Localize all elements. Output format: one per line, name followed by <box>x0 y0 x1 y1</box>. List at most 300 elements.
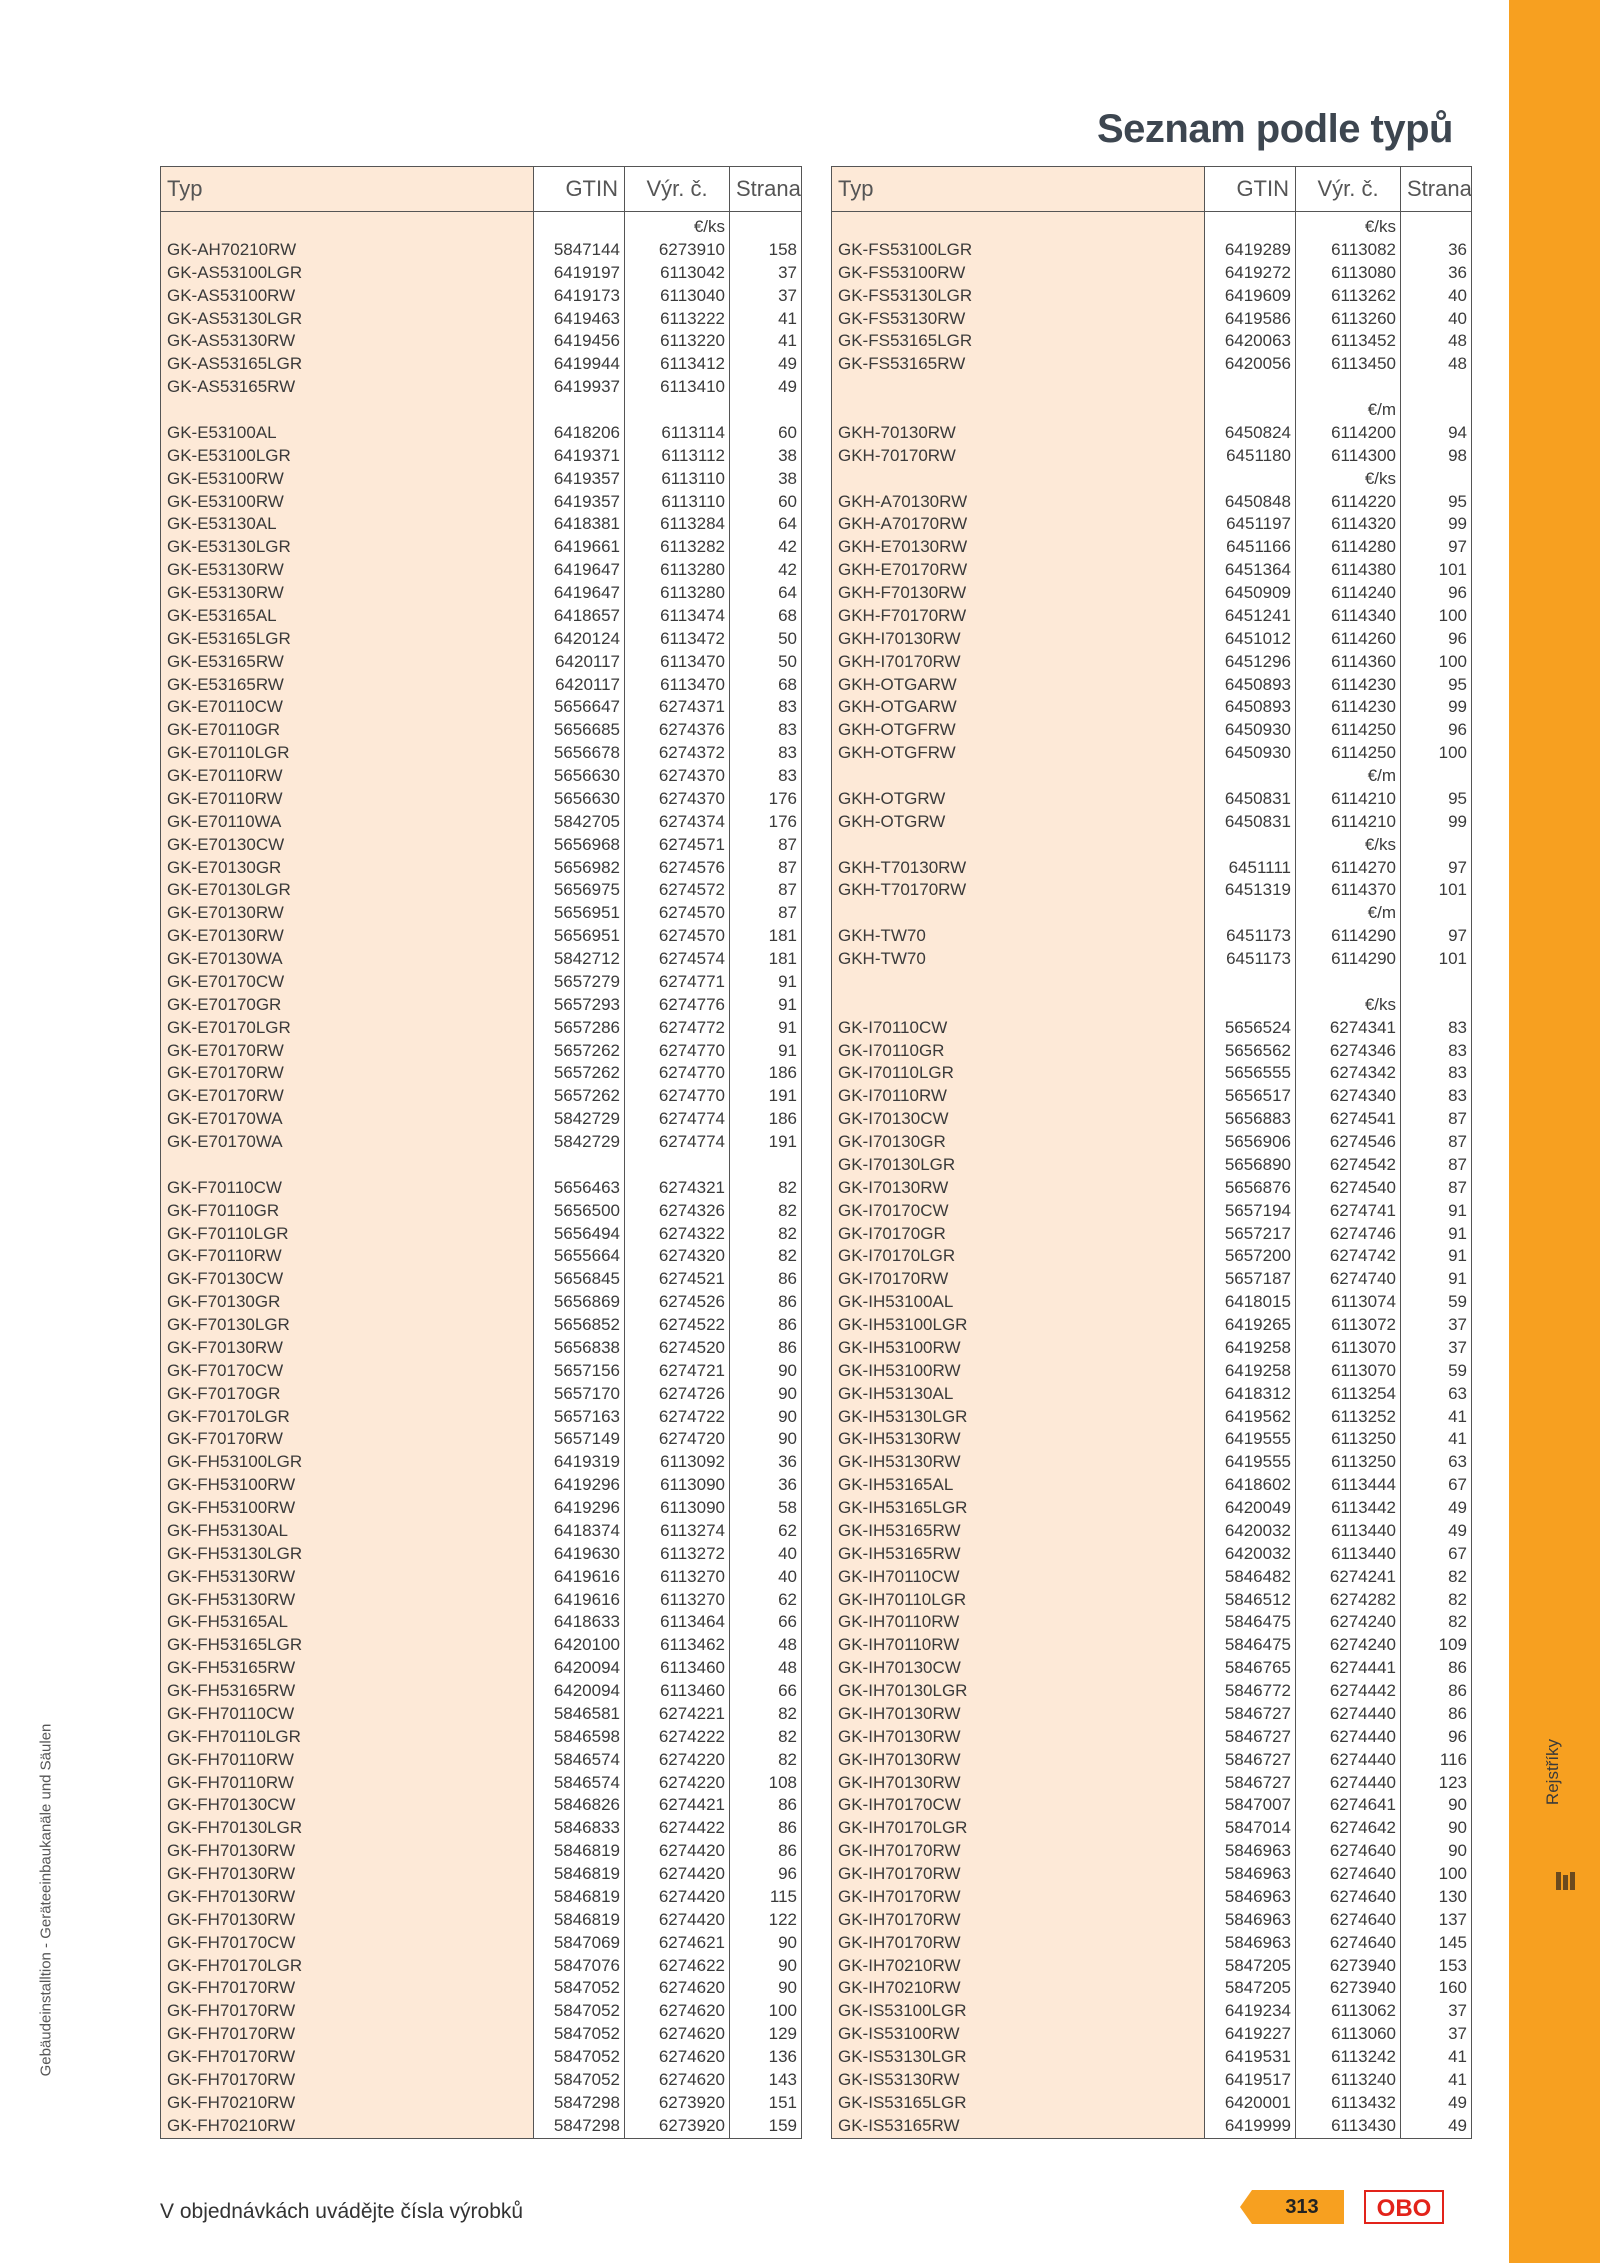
table-row <box>832 1840 1472 1863</box>
cell-typ: GK-F70110GR <box>161 1200 534 1223</box>
cell-vyr-c: 6113440 <box>1296 1543 1401 1566</box>
cell-vyr-c: 6114380 <box>1296 559 1401 582</box>
header-gtin: GTIN <box>534 167 625 212</box>
table-row <box>161 1657 802 1680</box>
table-row <box>161 1634 802 1657</box>
cell-typ: GK-AS53165RW <box>161 376 534 399</box>
table-row <box>161 1406 802 1429</box>
cell-vyr-c: 6113430 <box>1296 2115 1401 2138</box>
table-row <box>161 834 802 857</box>
cell-typ: GK-FH53130RW <box>161 1589 534 1612</box>
cell-vyr-c: 6114230 <box>1296 696 1401 719</box>
cell-typ: GK-AS53130RW <box>161 330 534 353</box>
cell-gtin <box>1205 212 1296 239</box>
cell-vyr-c: 6113220 <box>625 330 730 353</box>
cell-strana: 48 <box>778 1635 797 1655</box>
cell-gtin: 6450893 <box>1205 696 1296 719</box>
table-row <box>832 1977 1472 2000</box>
cell-vyr-c: 6274522 <box>625 1314 730 1337</box>
cell-typ: GK-FH53100RW <box>161 1497 534 1520</box>
cell-strana: 82 <box>778 1223 797 1243</box>
cell-typ: GK-FH70110RW <box>161 1772 534 1795</box>
table-row <box>832 1177 1472 1200</box>
cell-vyr-c: 6274741 <box>1296 1200 1401 1223</box>
table-row <box>832 468 1472 491</box>
cell-gtin: 6451319 <box>1205 879 1296 902</box>
cell-gtin: 5846482 <box>1205 1566 1296 1589</box>
cell-vyr-c: €/m <box>1296 399 1401 422</box>
cell-strana: 176 <box>768 811 797 831</box>
cell-vyr-c: 6274320 <box>625 1245 730 1268</box>
cell-gtin: 5656647 <box>534 696 625 719</box>
cell-strana: 96 <box>1448 1726 1467 1746</box>
table-row <box>161 1474 802 1497</box>
cell-strana: 82 <box>778 1726 797 1746</box>
cell-strana <box>1401 971 1472 994</box>
cell-vyr-c: €/ks <box>1296 994 1401 1017</box>
table-row <box>832 651 1472 674</box>
cell-gtin: 5657262 <box>534 1085 625 1108</box>
cell-gtin: 5657293 <box>534 994 625 1017</box>
cell-typ <box>832 212 1205 239</box>
table-row <box>832 696 1472 719</box>
cell-strana <box>1401 834 1472 857</box>
cell-vyr-c: 6113410 <box>625 376 730 399</box>
type-index-table-left <box>160 166 802 2139</box>
cell-typ: GK-IH70110RW <box>832 1634 1205 1657</box>
cell-vyr-c: 6274420 <box>625 1909 730 1932</box>
cell-gtin: 6419258 <box>1205 1337 1296 1360</box>
cell-vyr-c: 6274371 <box>625 696 730 719</box>
cell-vyr-c <box>1296 376 1401 399</box>
cell-typ: GK-E70110GR <box>161 719 534 742</box>
table-row <box>161 262 802 285</box>
table-row <box>832 513 1472 536</box>
cell-vyr-c: 6113040 <box>625 285 730 308</box>
cell-vyr-c: 6113074 <box>1296 1291 1401 1314</box>
cell-gtin: 6419661 <box>534 536 625 559</box>
table-row <box>161 1040 802 1063</box>
cell-vyr-c: 6113092 <box>625 1451 730 1474</box>
table-row <box>832 971 1472 994</box>
cell-strana: 63 <box>1448 1383 1467 1403</box>
cell-strana: 191 <box>768 1086 797 1106</box>
cell-vyr-c: 6113242 <box>1296 2046 1401 2069</box>
cell-strana: 100 <box>1438 605 1467 625</box>
cell-vyr-c: 6274240 <box>1296 1611 1401 1634</box>
cell-gtin: 5847298 <box>534 2115 625 2138</box>
cell-vyr-c: 6113472 <box>625 628 730 651</box>
cell-gtin: 5847014 <box>1205 1817 1296 1840</box>
table-row <box>832 742 1472 765</box>
cell-gtin: 5847069 <box>534 1932 625 1955</box>
cell-strana: 176 <box>768 788 797 808</box>
cell-strana: 100 <box>1438 743 1467 763</box>
cell-strana: 91 <box>1448 1223 1467 1243</box>
table-row <box>161 1817 802 1840</box>
cell-strana: 91 <box>1448 1269 1467 1289</box>
cell-typ: GK-I70170CW <box>832 1200 1205 1223</box>
cell-strana: 48 <box>1448 331 1467 351</box>
cell-gtin: 5842729 <box>534 1108 625 1131</box>
cell-vyr-c: 6113062 <box>1296 2000 1401 2023</box>
table-row <box>832 1451 1472 1474</box>
cell-vyr-c: €/ks <box>1296 468 1401 491</box>
cell-vyr-c: 6274220 <box>625 1749 730 1772</box>
table-row <box>161 2046 802 2069</box>
cell-strana: 49 <box>778 354 797 374</box>
table-row <box>161 1886 802 1909</box>
table-row <box>161 788 802 811</box>
cell-vyr-c: 6274521 <box>625 1268 730 1291</box>
cell-typ: GK-IH53100LGR <box>832 1314 1205 1337</box>
table-row <box>832 262 1472 285</box>
cell-strana: 82 <box>1448 1589 1467 1609</box>
table-row <box>161 719 802 742</box>
cell-strana: 90 <box>778 1978 797 1998</box>
cell-strana: 49 <box>1448 1498 1467 1517</box>
cell-typ: GK-FH53165RW <box>161 1680 534 1703</box>
cell-strana: 60 <box>778 491 797 511</box>
cell-vyr-c: 6113060 <box>1296 2023 1401 2046</box>
cell-gtin <box>1205 376 1296 399</box>
table-row <box>161 696 802 719</box>
cell-vyr-c: €/m <box>1296 765 1401 788</box>
cell-vyr-c: 6274322 <box>625 1223 730 1246</box>
cell-strana: 100 <box>1438 1864 1467 1883</box>
cell-vyr-c: 6274726 <box>625 1383 730 1406</box>
cell-gtin: 6419609 <box>1205 285 1296 308</box>
cell-strana: 59 <box>1448 1360 1467 1380</box>
cell-gtin: 6420032 <box>1205 1520 1296 1543</box>
cell-gtin: 6418374 <box>534 1520 625 1543</box>
cell-gtin: 6451166 <box>1205 536 1296 559</box>
cell-strana: 160 <box>1438 1978 1467 1998</box>
cell-vyr-c: 6274541 <box>1296 1108 1401 1131</box>
cell-typ: GK-E70170LGR <box>161 1017 534 1040</box>
cell-typ <box>832 468 1205 491</box>
cell-vyr-c: 6114280 <box>1296 536 1401 559</box>
cell-typ <box>832 765 1205 788</box>
cell-typ: GK-FH70170LGR <box>161 1955 534 1978</box>
cell-typ: GK-IH70110CW <box>832 1566 1205 1589</box>
cell-gtin: 6450831 <box>1205 788 1296 811</box>
table-row <box>161 674 802 697</box>
cell-gtin: 6450893 <box>1205 674 1296 697</box>
cell-vyr-c: 6273940 <box>1296 1977 1401 2000</box>
cell-typ: GK-E53100AL <box>161 422 534 445</box>
cell-strana: 42 <box>778 537 797 557</box>
cell-vyr-c: 6113442 <box>1296 1497 1401 1520</box>
cell-vyr-c: 6113082 <box>1296 239 1401 262</box>
table-row <box>161 2069 802 2092</box>
cell-gtin: 5847052 <box>534 2023 625 2046</box>
cell-strana: 101 <box>1438 880 1467 900</box>
cell-vyr-c: 6274370 <box>625 788 730 811</box>
cell-strana: 58 <box>778 1498 797 1517</box>
table-row <box>161 1451 802 1474</box>
cell-strana: 86 <box>1448 1681 1467 1700</box>
cell-strana: 86 <box>1448 1658 1467 1678</box>
cell-vyr-c: 6113464 <box>625 1611 730 1634</box>
cell-typ: GK-FH70170CW <box>161 1932 534 1955</box>
cell-typ: GK-I70130CW <box>832 1108 1205 1131</box>
cell-typ: GK-F70170LGR <box>161 1406 534 1429</box>
cell-typ <box>832 399 1205 422</box>
cell-strana: 101 <box>1438 560 1467 580</box>
cell-strana: 86 <box>778 1337 797 1357</box>
cell-typ: GK-E70130LGR <box>161 879 534 902</box>
cell-vyr-c: 6274420 <box>625 1886 730 1909</box>
cell-typ: GK-IS53100RW <box>832 2023 1205 2046</box>
footer-note: V objednávkách uvádějte čísla výrobků <box>160 2200 524 2223</box>
cell-typ: GK-IS53130LGR <box>832 2046 1205 2069</box>
cell-strana: 62 <box>778 1589 797 1609</box>
cell-gtin: 5656845 <box>534 1268 625 1291</box>
cell-gtin: 5657279 <box>534 971 625 994</box>
cell-typ: GK-I70130RW <box>832 1177 1205 1200</box>
cell-gtin: 5656838 <box>534 1337 625 1360</box>
cell-strana <box>1401 765 1472 788</box>
cell-vyr-c: 6113262 <box>1296 285 1401 308</box>
cell-vyr-c: 6113460 <box>625 1657 730 1680</box>
cell-gtin: 5847205 <box>1205 1955 1296 1978</box>
cell-vyr-c: 6274620 <box>625 2069 730 2092</box>
table-row <box>161 399 802 422</box>
cell-strana: 115 <box>769 1886 797 1906</box>
cell-gtin: 5846727 <box>1205 1749 1296 1772</box>
cell-gtin: 5656630 <box>534 765 625 788</box>
cell-vyr-c: 6113460 <box>625 1680 730 1703</box>
cell-vyr-c: 6274770 <box>625 1040 730 1063</box>
cell-gtin: 6419357 <box>534 468 625 491</box>
cell-typ: GK-E53130LGR <box>161 536 534 559</box>
cell-gtin: 5657170 <box>534 1383 625 1406</box>
cell-gtin: 5846727 <box>1205 1703 1296 1726</box>
cell-gtin: 6419555 <box>1205 1451 1296 1474</box>
table-row <box>161 628 802 651</box>
cell-gtin: 6419197 <box>534 262 625 285</box>
cell-strana: 38 <box>778 445 797 465</box>
cell-typ: GK-FH70170RW <box>161 2046 534 2069</box>
cell-strana: 145 <box>1438 1932 1467 1952</box>
cell-gtin: 5846819 <box>534 1863 625 1886</box>
cell-typ: GK-I70110CW <box>832 1017 1205 1040</box>
cell-strana: 91 <box>778 1017 797 1037</box>
cell-vyr-c <box>625 399 730 422</box>
cell-strana: 82 <box>1448 1566 1467 1586</box>
cell-vyr-c: 6274620 <box>625 2023 730 2046</box>
cell-strana: 37 <box>1448 1337 1467 1357</box>
cell-strana: 109 <box>1438 1635 1467 1655</box>
table-row <box>161 2115 802 2138</box>
header-typ: Typ <box>161 167 534 212</box>
cell-gtin: 6451173 <box>1205 925 1296 948</box>
cell-strana: 50 <box>778 651 797 671</box>
table-row <box>161 1177 802 1200</box>
cell-strana: 96 <box>778 1864 797 1883</box>
cell-gtin: 6420056 <box>1205 353 1296 376</box>
cell-vyr-c: 6274422 <box>625 1817 730 1840</box>
cell-gtin <box>1205 399 1296 422</box>
cell-typ: GK-FH53100LGR <box>161 1451 534 1474</box>
cell-typ: GK-AH70210RW <box>161 239 534 262</box>
table-row <box>832 1566 1472 1589</box>
cell-gtin: 5656876 <box>1205 1177 1296 1200</box>
table-row <box>832 1131 1472 1154</box>
table-row <box>832 1955 1472 1978</box>
cell-gtin: 6419258 <box>1205 1360 1296 1383</box>
cell-typ: GKH-OTGARW <box>832 696 1205 719</box>
cell-strana: 49 <box>778 377 797 397</box>
cell-gtin: 5656494 <box>534 1223 625 1246</box>
cell-typ <box>832 834 1205 857</box>
cell-typ: GK-E70110LGR <box>161 742 534 765</box>
cell-gtin: 5657187 <box>1205 1268 1296 1291</box>
cell-typ: GK-FH70170RW <box>161 1977 534 2000</box>
cell-strana: 122 <box>768 1909 797 1929</box>
cell-gtin: 6419265 <box>1205 1314 1296 1337</box>
table-row <box>161 605 802 628</box>
cell-vyr-c: 6273920 <box>625 2092 730 2115</box>
cell-typ: GK-IH70170RW <box>832 1840 1205 1863</box>
table-row <box>161 1497 802 1520</box>
cell-vyr-c: 6274640 <box>1296 1932 1401 1955</box>
table-row <box>832 1794 1472 1817</box>
table-row <box>832 2115 1472 2138</box>
cell-vyr-c: 6113452 <box>1296 330 1401 353</box>
cell-gtin: 5656883 <box>1205 1108 1296 1131</box>
header-strana: Strana <box>1401 167 1472 212</box>
cell-typ <box>161 399 534 422</box>
cell-gtin: 6451111 <box>1205 857 1296 880</box>
cell-strana: 82 <box>778 1703 797 1723</box>
cell-vyr-c <box>1296 971 1401 994</box>
cell-typ: GK-I70170LGR <box>832 1245 1205 1268</box>
cell-typ: GK-IH70170CW <box>832 1794 1205 1817</box>
cell-vyr-c: 6114240 <box>1296 582 1401 605</box>
cell-typ <box>832 971 1205 994</box>
cell-gtin: 5656951 <box>534 902 625 925</box>
cell-strana: 96 <box>1448 628 1467 648</box>
cell-strana: 97 <box>1448 857 1467 877</box>
cell-vyr-c: 6274370 <box>625 765 730 788</box>
cell-vyr-c: 6274546 <box>1296 1131 1401 1154</box>
cell-gtin <box>534 399 625 422</box>
cell-typ: GK-FH70130RW <box>161 1909 534 1932</box>
cell-typ <box>832 902 1205 925</box>
cell-typ: GK-IH70130RW <box>832 1772 1205 1795</box>
cell-strana: 99 <box>1448 697 1467 717</box>
cell-gtin: 5846963 <box>1205 1932 1296 1955</box>
cell-gtin: 5846475 <box>1205 1611 1296 1634</box>
cell-vyr-c: 6274440 <box>1296 1703 1401 1726</box>
cell-strana: 95 <box>1448 674 1467 694</box>
cell-vyr-c: 6113254 <box>1296 1383 1401 1406</box>
table-row <box>161 2000 802 2023</box>
table-row <box>161 445 802 468</box>
cell-strana: 94 <box>1448 422 1467 442</box>
cell-typ: GK-E70130CW <box>161 834 534 857</box>
cell-gtin: 6419357 <box>534 491 625 514</box>
cell-gtin: 6419586 <box>1205 308 1296 331</box>
table-header-row <box>832 167 1472 212</box>
cell-vyr-c: 6274776 <box>625 994 730 1017</box>
table-row <box>832 1108 1472 1131</box>
table-row <box>161 1909 802 1932</box>
cell-vyr-c: 6274774 <box>625 1108 730 1131</box>
table-row <box>832 1497 1472 1520</box>
cell-vyr-c: 6113284 <box>625 513 730 536</box>
cell-typ: GK-FH53130LGR <box>161 1543 534 1566</box>
cell-vyr-c: 6113114 <box>625 422 730 445</box>
cell-gtin: 6450848 <box>1205 491 1296 514</box>
table-row <box>161 1726 802 1749</box>
cell-vyr-c: 6274526 <box>625 1291 730 1314</box>
table-row <box>832 1428 1472 1451</box>
cell-typ: GK-E70110RW <box>161 765 534 788</box>
cell-strana <box>1401 376 1472 399</box>
cell-gtin: 5847076 <box>534 1955 625 1978</box>
cell-typ: GK-IH70110RW <box>832 1611 1205 1634</box>
cell-typ: GK-F70110CW <box>161 1177 534 1200</box>
cell-typ: GK-F70130LGR <box>161 1314 534 1337</box>
cell-vyr-c: 6113272 <box>625 1543 730 1566</box>
cell-typ: GK-FS53130RW <box>832 308 1205 331</box>
cell-gtin: 5656555 <box>1205 1062 1296 1085</box>
cell-vyr-c: 6113280 <box>625 582 730 605</box>
cell-vyr-c: 6113450 <box>1296 353 1401 376</box>
cell-strana: 40 <box>778 1543 797 1563</box>
cell-typ: GK-FH70170RW <box>161 2000 534 2023</box>
cell-gtin: 6419289 <box>1205 239 1296 262</box>
cell-gtin: 5846581 <box>534 1703 625 1726</box>
cell-strana: 96 <box>1448 720 1467 740</box>
cell-strana: 40 <box>1448 285 1467 305</box>
cell-vyr-c: €/ks <box>1296 834 1401 857</box>
cell-vyr-c: 6274340 <box>1296 1085 1401 1108</box>
cell-gtin: 6419227 <box>1205 2023 1296 2046</box>
cell-typ: GK-FH70130CW <box>161 1794 534 1817</box>
cell-strana: 90 <box>778 1406 797 1426</box>
cell-strana: 36 <box>1448 239 1467 259</box>
cell-typ: GK-IH53165AL <box>832 1474 1205 1497</box>
cell-vyr-c: 6274770 <box>625 1062 730 1085</box>
cell-strana: 151 <box>768 2092 797 2112</box>
cell-gtin: 6420094 <box>534 1680 625 1703</box>
cell-typ: GK-E70170WA <box>161 1108 534 1131</box>
cell-gtin <box>1205 902 1296 925</box>
cell-typ: GKH-A70130RW <box>832 491 1205 514</box>
cell-gtin: 5656678 <box>534 742 625 765</box>
cell-vyr-c: 6113252 <box>1296 1406 1401 1429</box>
table-row <box>832 1337 1472 1360</box>
cell-strana: 123 <box>1438 1772 1467 1792</box>
cell-typ: GK-IH70130RW <box>832 1703 1205 1726</box>
cell-gtin: 5846819 <box>534 1909 625 1932</box>
table-row <box>832 330 1472 353</box>
cell-strana: 130 <box>1438 1886 1467 1906</box>
table-row <box>161 2023 802 2046</box>
cell-strana: 37 <box>1448 1315 1467 1334</box>
header-vyr-c: Výr. č. <box>625 167 730 212</box>
cell-gtin: 6419616 <box>534 1566 625 1589</box>
cell-typ: GK-FH70130RW <box>161 1840 534 1863</box>
table-row <box>161 513 802 536</box>
cell-strana: 100 <box>768 2001 797 2021</box>
cell-vyr-c: 6274346 <box>1296 1040 1401 1063</box>
cell-typ: GK-IH70210RW <box>832 1955 1205 1978</box>
